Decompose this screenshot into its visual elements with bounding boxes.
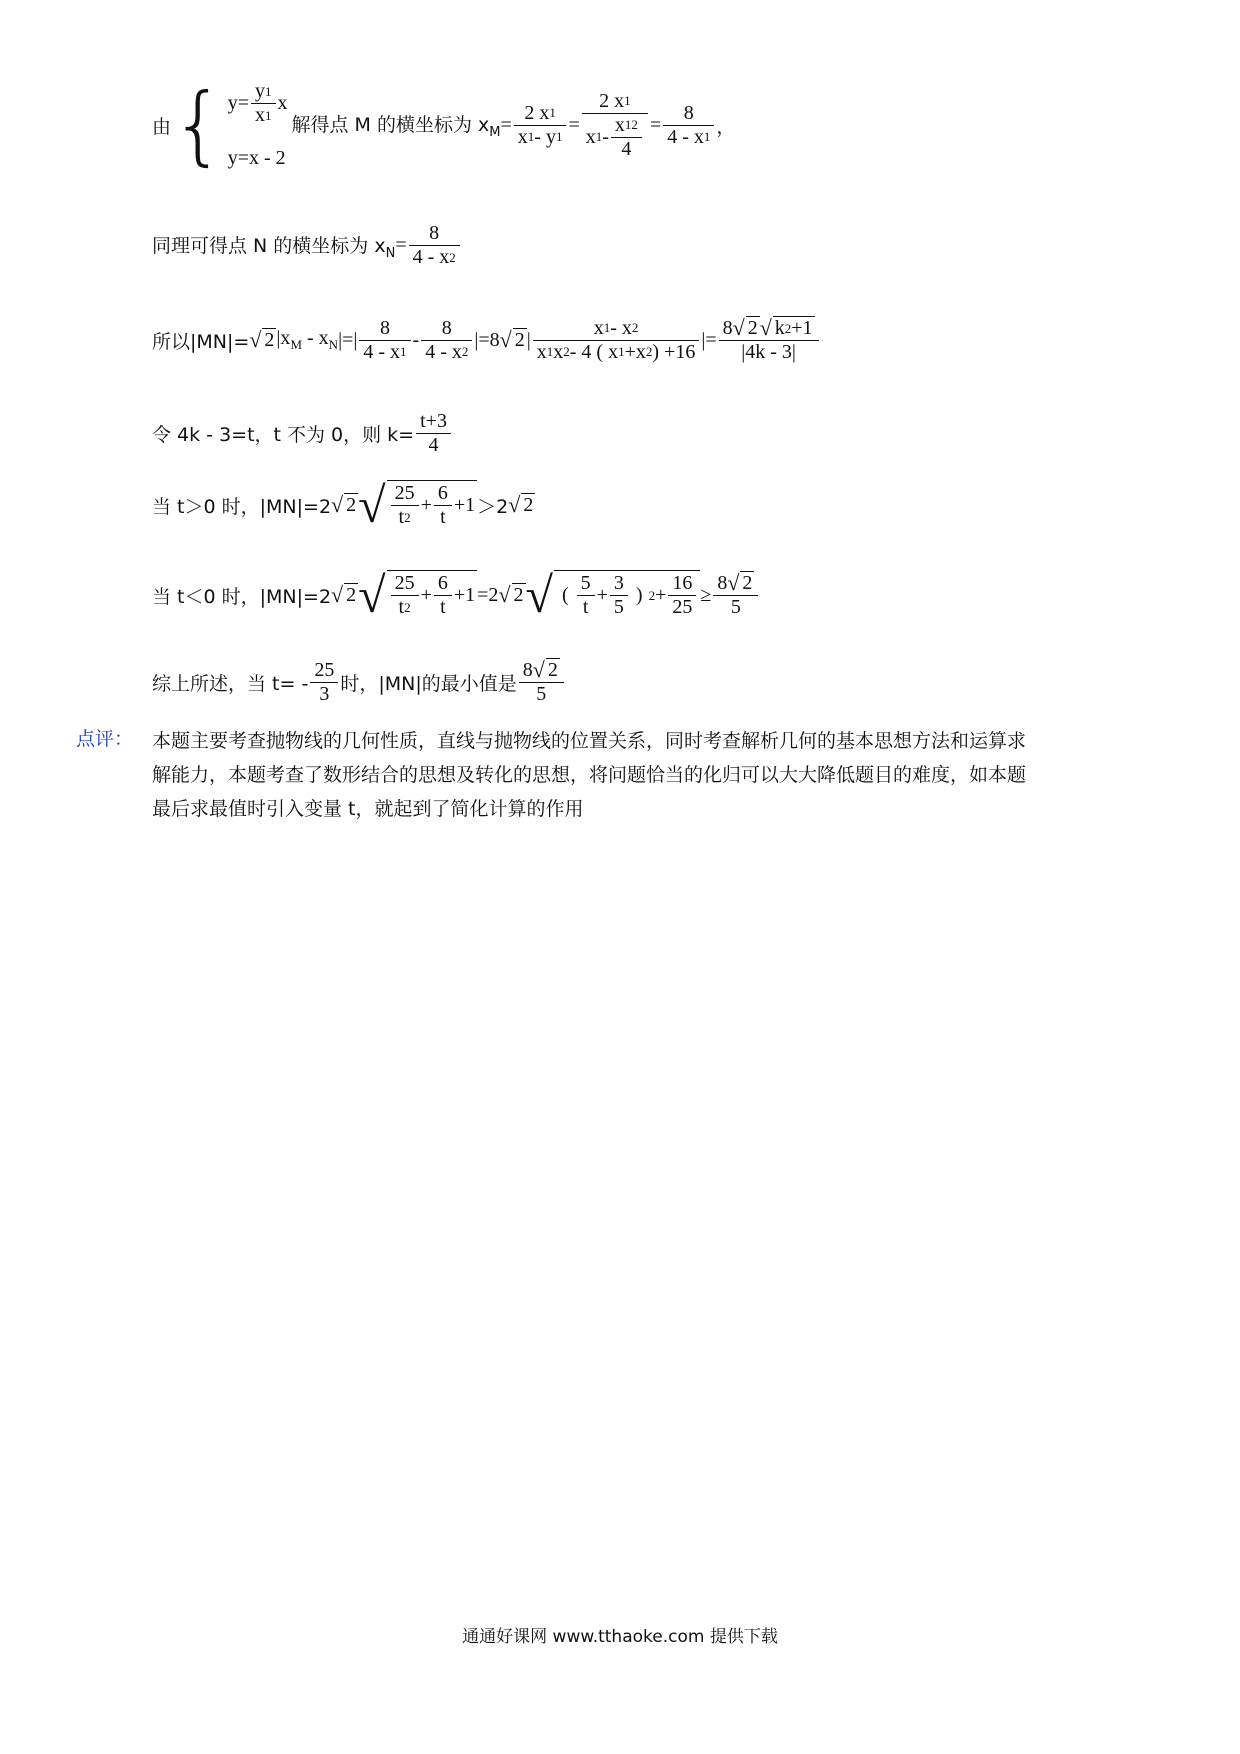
line-6-t-negative: 当 t＜0 时，|MN|=2 √ 2 √ 25 t 2 + $\frac{6}{t}$ +1 =2 √ 2 √ ( $\frac{5}{t}$ + $\frac{3}{5}$ ) 2 + $\frac{16}{25}$ ≥ 8 √ 2 5 bbox=[152, 570, 760, 620]
frac-xm-2: 2 x 1 x 1 - x 1 2 4 bbox=[582, 90, 648, 161]
line-2-xn: 同理可得点 N 的横坐标为 $x_N$ = 8 4 - x 2 bbox=[152, 222, 462, 269]
equation-system bbox=[228, 80, 288, 170]
line-3-mn-length: 所以|MN|= √ 2 $|x_M - x_N$ |=| 8 4 - x 1 - 8 4 - x 2 |=8 √ 2 | x 1 - x 2 x 1 x 2 - 4 ( x 1 +x 2 ) +16 |= 8 √ 2 √ k 2 +1 |4k - 3| bbox=[152, 316, 821, 364]
sqrt-expression: √ 25 t 2 + $\frac{6}{t}$ +1 bbox=[358, 477, 476, 533]
system-eq-2: y=x - 2 bbox=[227, 147, 286, 169]
page-footer: 通通好课网 www.tthaoke.com 提供下载 bbox=[462, 1627, 778, 1647]
frac-b: 8 4 - x 2 bbox=[421, 317, 472, 364]
comment-line: 解能力，本题考查了数形结合的思想及转化的思想，将问题恰当的化归可以大大降低题目的难度，如本题 bbox=[152, 764, 1027, 786]
line-7-conclusion: 综上所述，当 t= - $\frac{25}{3}$ 时，|MN|的最小值是 8 √ 2 5 bbox=[152, 658, 566, 706]
text-you: 由 bbox=[152, 115, 172, 138]
sqrt-2: √ 2 bbox=[249, 327, 275, 352]
text-similarly-n: 同理可得点 N 的横坐标为 $x_N$ bbox=[152, 234, 396, 261]
line-1-system: 由 { y= y 1 x 1 x y=x - 2 解得点 M 的横坐标为 $x_M$ = 2 x 1 x 1 - y 1 = 2 x 1 x 1 - x 1 2 4 = 8 4 - x 1 ， bbox=[152, 75, 736, 175]
frac-xm-1: 2 x 1 x 1 - y 1 bbox=[514, 102, 567, 149]
left-brace: { bbox=[171, 75, 226, 175]
text-solve-m: 解得点 M 的横坐标为 $x_M$ bbox=[291, 114, 501, 140]
frac-c: x 1 - x 2 x 1 x 2 - 4 ( x 1 +x 2 ) +16 bbox=[533, 317, 700, 364]
frac-xn: 8 4 - x 2 bbox=[409, 222, 460, 269]
frac-xm-3: 8 4 - x 1 bbox=[663, 102, 714, 149]
comment-line: 最后求最值时引入变量 t，就起到了简化计算的作用 bbox=[152, 798, 584, 820]
comment-label: 点评： bbox=[76, 728, 134, 750]
line-4-substitution: 令 4k - 3=t，t 不为 0，则 k= $\frac{t+3}{4}$ bbox=[152, 410, 453, 457]
frac-d: 8 √ 2 √ k 2 +1 |4k - 3| bbox=[719, 316, 819, 364]
frac-y1-x1: y 1 x 1 bbox=[251, 80, 276, 127]
system-eq-1: y= y 1 x 1 x bbox=[227, 80, 288, 126]
frac-a: 8 4 - x 1 bbox=[359, 317, 410, 364]
line-5-t-positive: 当 t＞0 时，|MN|=2 √ 2 √ 25 t 2 + $\frac{6}{t}$ +1 ＞2 √ 2 bbox=[152, 477, 534, 533]
comment-body bbox=[152, 724, 1172, 826]
comment-line: 本题主要考查抛物线的几何性质，直线与抛物线的位置关系，同时考查解析几何的基本思想方法和运算求 bbox=[152, 730, 1027, 752]
frac-k: $\frac{t+3}{4}$ bbox=[416, 410, 451, 457]
